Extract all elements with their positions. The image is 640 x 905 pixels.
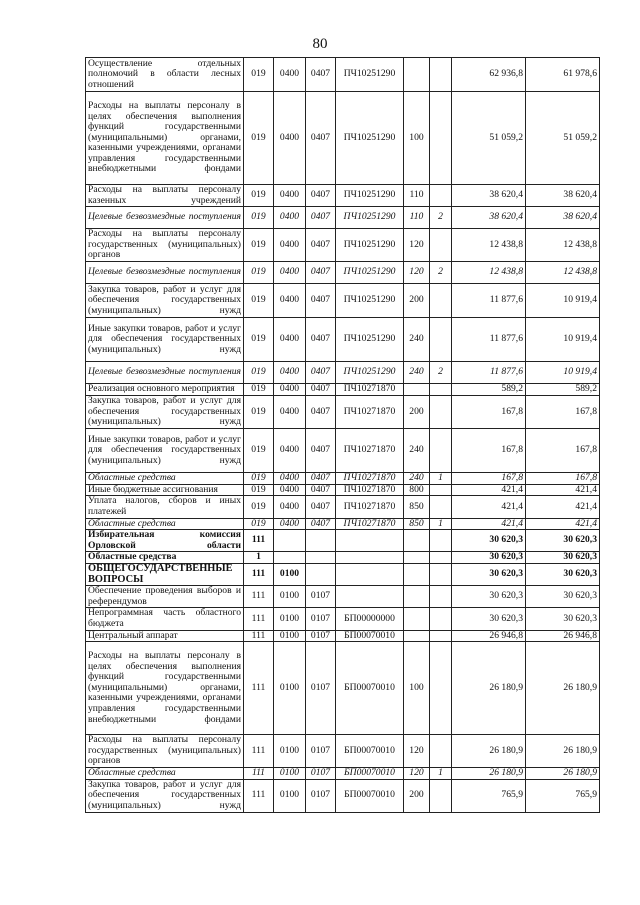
amount-year-1: 11 877,6 [452,318,526,362]
amount-year-2: 38 620,4 [526,207,600,229]
code-expense-type: 120 [404,768,430,780]
code-expense-type: 100 [404,92,430,185]
amount-year-1: 589,2 [452,384,526,396]
code-target-article: БП00070010 [336,768,404,780]
code-target-article: ПЧ10271870 [336,518,404,530]
code-razdel: 0100 [274,608,306,630]
code-target-article: ПЧ10251290 [336,362,404,384]
table-row [86,552,600,564]
code-expense-type: 800 [404,484,430,496]
amount-year-2: 10 919,4 [526,362,600,384]
row-name: Расходы на выплаты персоналу в целях обеспечения выполнения функций государственными (муниципальными) органами, казенными учреждениями, органами управления государственными внебюджетными фондами [86,92,244,185]
amount-year-2: 421,4 [526,496,600,518]
code-glava: 019 [244,318,274,362]
row-name: Избирательная комиссия Орловской области [86,530,244,552]
code-glava: 019 [244,473,274,485]
amount-year-2: 10 919,4 [526,284,600,318]
code-glava: 111 [244,768,274,780]
amount-year-1: 26 180,9 [452,735,526,768]
row-name: Расходы на выплаты персоналу государственных (муниципальных) органов [86,735,244,768]
amount-year-1: 167,8 [452,473,526,485]
code-source [430,185,452,207]
row-name: Уплата налогов, сборов и иных платежей [86,496,244,518]
code-target-article: БП00070010 [336,779,404,812]
code-podrazdel: 0407 [306,362,336,384]
amount-year-2: 51 059,2 [526,92,600,185]
code-podrazdel [306,563,336,585]
row-name: ОБЩЕГОСУДАРСТВЕННЫЕ ВОПРОСЫ [86,563,244,585]
code-podrazdel: 0107 [306,779,336,812]
table-row [86,484,600,496]
amount-year-2: 167,8 [526,429,600,473]
code-expense-type [404,530,430,552]
amount-year-1: 167,8 [452,429,526,473]
code-razdel: 0400 [274,318,306,362]
code-podrazdel: 0407 [306,318,336,362]
code-podrazdel: 0407 [306,229,336,262]
code-podrazdel: 0107 [306,768,336,780]
code-source: 1 [430,473,452,485]
row-name: Областные средства [86,518,244,530]
code-target-article: ПЧ10251290 [336,207,404,229]
code-glava: 019 [244,185,274,207]
code-expense-type [404,384,430,396]
code-razdel: 0400 [274,92,306,185]
code-expense-type: 120 [404,735,430,768]
code-razdel: 0400 [274,58,306,92]
code-glava: 111 [244,530,274,552]
table-row [86,384,600,396]
code-expense-type: 240 [404,318,430,362]
code-source [430,642,452,735]
table-row [86,396,600,429]
code-expense-type [404,586,430,608]
page-number: 80 [312,36,328,52]
code-expense-type: 110 [404,185,430,207]
code-razdel: 0400 [274,518,306,530]
code-glava: 019 [244,229,274,262]
amount-year-1: 421,4 [452,484,526,496]
code-target-article [336,586,404,608]
code-podrazdel: 0407 [306,92,336,185]
amount-year-2: 30 620,3 [526,608,600,630]
code-target-article: ПЧ10251290 [336,58,404,92]
code-podrazdel [306,552,336,564]
code-source: 1 [430,768,452,780]
code-razdel: 0400 [274,284,306,318]
amount-year-1: 30 620,3 [452,552,526,564]
code-source [430,586,452,608]
table-row [86,262,600,284]
code-expense-type [404,58,430,92]
amount-year-1: 167,8 [452,396,526,429]
code-source [430,318,452,362]
row-name: Целевые безвозмездные поступления [86,207,244,229]
row-name: Целевые безвозмездные поступления [86,262,244,284]
row-name: Обеспечение проведения выборов и референдумов [86,586,244,608]
amount-year-2: 589,2 [526,384,600,396]
amount-year-2: 167,8 [526,396,600,429]
code-podrazdel: 0107 [306,586,336,608]
amount-year-1: 62 936,8 [452,58,526,92]
code-podrazdel: 0407 [306,473,336,485]
code-source [430,630,452,642]
table-row [86,185,600,207]
code-source [430,735,452,768]
code-expense-type: 110 [404,207,430,229]
code-glava: 111 [244,586,274,608]
code-glava: 111 [244,642,274,735]
amount-year-1: 38 620,4 [452,207,526,229]
code-glava: 019 [244,484,274,496]
code-target-article: ПЧ10251290 [336,318,404,362]
code-source [430,92,452,185]
code-glava: 111 [244,563,274,585]
code-podrazdel: 0407 [306,185,336,207]
amount-year-2: 421,4 [526,518,600,530]
code-glava: 111 [244,608,274,630]
code-glava: 019 [244,396,274,429]
code-expense-type: 850 [404,496,430,518]
amount-year-2: 26 180,9 [526,735,600,768]
amount-year-2: 30 620,3 [526,530,600,552]
table-row [86,362,600,384]
code-podrazdel: 0107 [306,735,336,768]
code-target-article [336,552,404,564]
code-expense-type [404,608,430,630]
table-row [86,630,600,642]
code-podrazdel: 0407 [306,284,336,318]
table-row [86,642,600,735]
amount-year-2: 12 438,8 [526,229,600,262]
code-glava: 019 [244,207,274,229]
code-razdel: 0400 [274,262,306,284]
code-source: 1 [430,518,452,530]
code-expense-type: 200 [404,396,430,429]
code-target-article: ПЧ10251290 [336,92,404,185]
code-target-article: ПЧ10251290 [336,262,404,284]
code-expense-type [404,630,430,642]
amount-year-1: 421,4 [452,496,526,518]
code-target-article: БП00000000 [336,608,404,630]
code-expense-type: 120 [404,262,430,284]
amount-year-2: 26 180,9 [526,642,600,735]
code-glava: 019 [244,262,274,284]
row-name: Иные закупки товаров, работ и услуг для обеспечения государственных (муниципальных) нужд [86,318,244,362]
table-row [86,429,600,473]
amount-year-1: 26 946,8 [452,630,526,642]
code-podrazdel: 0107 [306,608,336,630]
amount-year-2: 167,8 [526,473,600,485]
row-name: Центральный аппарат [86,630,244,642]
table-row [86,229,600,262]
table-row [86,586,600,608]
code-target-article: ПЧ10251290 [336,185,404,207]
code-podrazdel: 0407 [306,396,336,429]
code-razdel: 0100 [274,630,306,642]
code-source [430,530,452,552]
amount-year-2: 30 620,3 [526,552,600,564]
code-source [430,484,452,496]
code-source [430,608,452,630]
code-podrazdel: 0407 [306,518,336,530]
code-target-article: ПЧ10271870 [336,384,404,396]
code-glava: 111 [244,779,274,812]
table-row [86,779,600,812]
code-razdel: 0100 [274,586,306,608]
code-podrazdel: 0407 [306,429,336,473]
table-row [86,496,600,518]
code-glava: 111 [244,630,274,642]
code-razdel: 0400 [274,362,306,384]
table-row [86,518,600,530]
code-target-article: ПЧ10271870 [336,396,404,429]
amount-year-1: 12 438,8 [452,262,526,284]
amount-year-1: 12 438,8 [452,229,526,262]
row-name: Непрограммная часть областного бюджета [86,608,244,630]
code-source: 2 [430,262,452,284]
code-podrazdel: 0107 [306,630,336,642]
code-glava: 019 [244,58,274,92]
code-target-article: ПЧ10251290 [336,284,404,318]
row-name: Осуществление отдельных полномочий в области лесных отношений [86,58,244,92]
code-target-article: ПЧ10271870 [336,484,404,496]
table-row [86,318,600,362]
code-glava: 019 [244,362,274,384]
amount-year-1: 421,4 [452,518,526,530]
amount-year-2: 26 946,8 [526,630,600,642]
row-name: Расходы на выплаты персоналу государственных (муниципальных) органов [86,229,244,262]
code-glava: 019 [244,429,274,473]
amount-year-1: 30 620,3 [452,530,526,552]
code-razdel: 0400 [274,396,306,429]
code-razdel: 0100 [274,779,306,812]
row-name: Областные средства [86,768,244,780]
code-source [430,779,452,812]
code-source [430,284,452,318]
table-row [86,473,600,485]
amount-year-2: 30 620,3 [526,563,600,585]
code-glava: 1 [244,552,274,564]
code-podrazdel: 0407 [306,384,336,396]
row-name: Реализация основного мероприятия [86,384,244,396]
amount-year-1: 30 620,3 [452,563,526,585]
code-target-article: БП00070010 [336,642,404,735]
amount-year-2: 765,9 [526,779,600,812]
row-name: Расходы на выплаты персоналу в целях обеспечения выполнения функций государственными (муниципальными) органами, казенными учреждениями, органами управления государственными внебюджетными фондами [86,642,244,735]
code-glava: 111 [244,735,274,768]
amount-year-1: 26 180,9 [452,768,526,780]
code-razdel: 0400 [274,473,306,485]
code-razdel [274,530,306,552]
amount-year-2: 12 438,8 [526,262,600,284]
code-target-article [336,530,404,552]
code-expense-type: 200 [404,284,430,318]
budget-table [85,57,600,813]
table-row [86,284,600,318]
code-source [430,429,452,473]
code-razdel: 0400 [274,484,306,496]
code-podrazdel: 0107 [306,642,336,735]
code-source [430,396,452,429]
table-row [86,735,600,768]
code-expense-type [404,563,430,585]
table-row [86,207,600,229]
row-name: Иные закупки товаров, работ и услуг для обеспечения государственных (муниципальных) нужд [86,429,244,473]
code-razdel: 0400 [274,185,306,207]
code-source [430,552,452,564]
code-razdel: 0400 [274,384,306,396]
amount-year-1: 30 620,3 [452,586,526,608]
code-razdel: 0100 [274,735,306,768]
code-expense-type: 240 [404,473,430,485]
row-name: Целевые безвозмездные поступления [86,362,244,384]
code-target-article: ПЧ10271870 [336,473,404,485]
amount-year-1: 11 877,6 [452,362,526,384]
row-name: Иные бюджетные ассигнования [86,484,244,496]
code-glava: 019 [244,496,274,518]
amount-year-1: 51 059,2 [452,92,526,185]
row-name: Закупка товаров, работ и услуг для обеспечения государственных (муниципальных) нужд [86,396,244,429]
amount-year-2: 30 620,3 [526,586,600,608]
code-source [430,229,452,262]
table-row [86,563,600,585]
table-row [86,608,600,630]
code-source [430,384,452,396]
row-name: Закупка товаров, работ и услуг для обеспечения государственных (муниципальных) нужд [86,284,244,318]
table-body [86,58,600,813]
amount-year-1: 765,9 [452,779,526,812]
amount-year-1: 30 620,3 [452,608,526,630]
code-podrazdel: 0407 [306,207,336,229]
table-row [86,58,600,92]
amount-year-2: 61 978,6 [526,58,600,92]
code-podrazdel: 0407 [306,484,336,496]
code-podrazdel [306,530,336,552]
code-razdel: 0100 [274,768,306,780]
code-glava: 019 [244,284,274,318]
code-expense-type: 120 [404,229,430,262]
code-podrazdel: 0407 [306,496,336,518]
code-razdel: 0400 [274,207,306,229]
amount-year-2: 26 180,9 [526,768,600,780]
code-source [430,563,452,585]
amount-year-2: 38 620,4 [526,185,600,207]
amount-year-1: 26 180,9 [452,642,526,735]
code-target-article: БП00070010 [336,735,404,768]
table-row [86,92,600,185]
code-expense-type: 850 [404,518,430,530]
code-razdel: 0400 [274,429,306,473]
code-glava: 019 [244,518,274,530]
amount-year-1: 38 620,4 [452,185,526,207]
code-razdel [274,552,306,564]
amount-year-2: 421,4 [526,484,600,496]
code-target-article: БП00070010 [336,630,404,642]
code-glava: 019 [244,92,274,185]
code-target-article: ПЧ10271870 [336,496,404,518]
code-expense-type [404,552,430,564]
code-source: 2 [430,362,452,384]
code-target-article: ПЧ10251290 [336,229,404,262]
code-razdel: 0400 [274,496,306,518]
code-podrazdel: 0407 [306,58,336,92]
code-target-article [336,563,404,585]
table-row [86,530,600,552]
code-target-article: ПЧ10271870 [336,429,404,473]
code-expense-type: 240 [404,429,430,473]
code-razdel: 0100 [274,642,306,735]
row-name: Областные средства [86,473,244,485]
row-name: Областные средства [86,552,244,564]
code-razdel: 0400 [274,229,306,262]
table-row [86,768,600,780]
code-glava: 019 [244,384,274,396]
code-podrazdel: 0407 [306,262,336,284]
code-expense-type: 100 [404,642,430,735]
amount-year-1: 11 877,6 [452,284,526,318]
row-name: Закупка товаров, работ и услуг для обеспечения государственных (муниципальных) нужд [86,779,244,812]
code-expense-type: 240 [404,362,430,384]
code-razdel: 0100 [274,563,306,585]
code-source [430,58,452,92]
code-expense-type: 200 [404,779,430,812]
row-name: Расходы на выплаты персоналу казенных учреждений [86,185,244,207]
code-source [430,496,452,518]
code-source: 2 [430,207,452,229]
amount-year-2: 10 919,4 [526,318,600,362]
